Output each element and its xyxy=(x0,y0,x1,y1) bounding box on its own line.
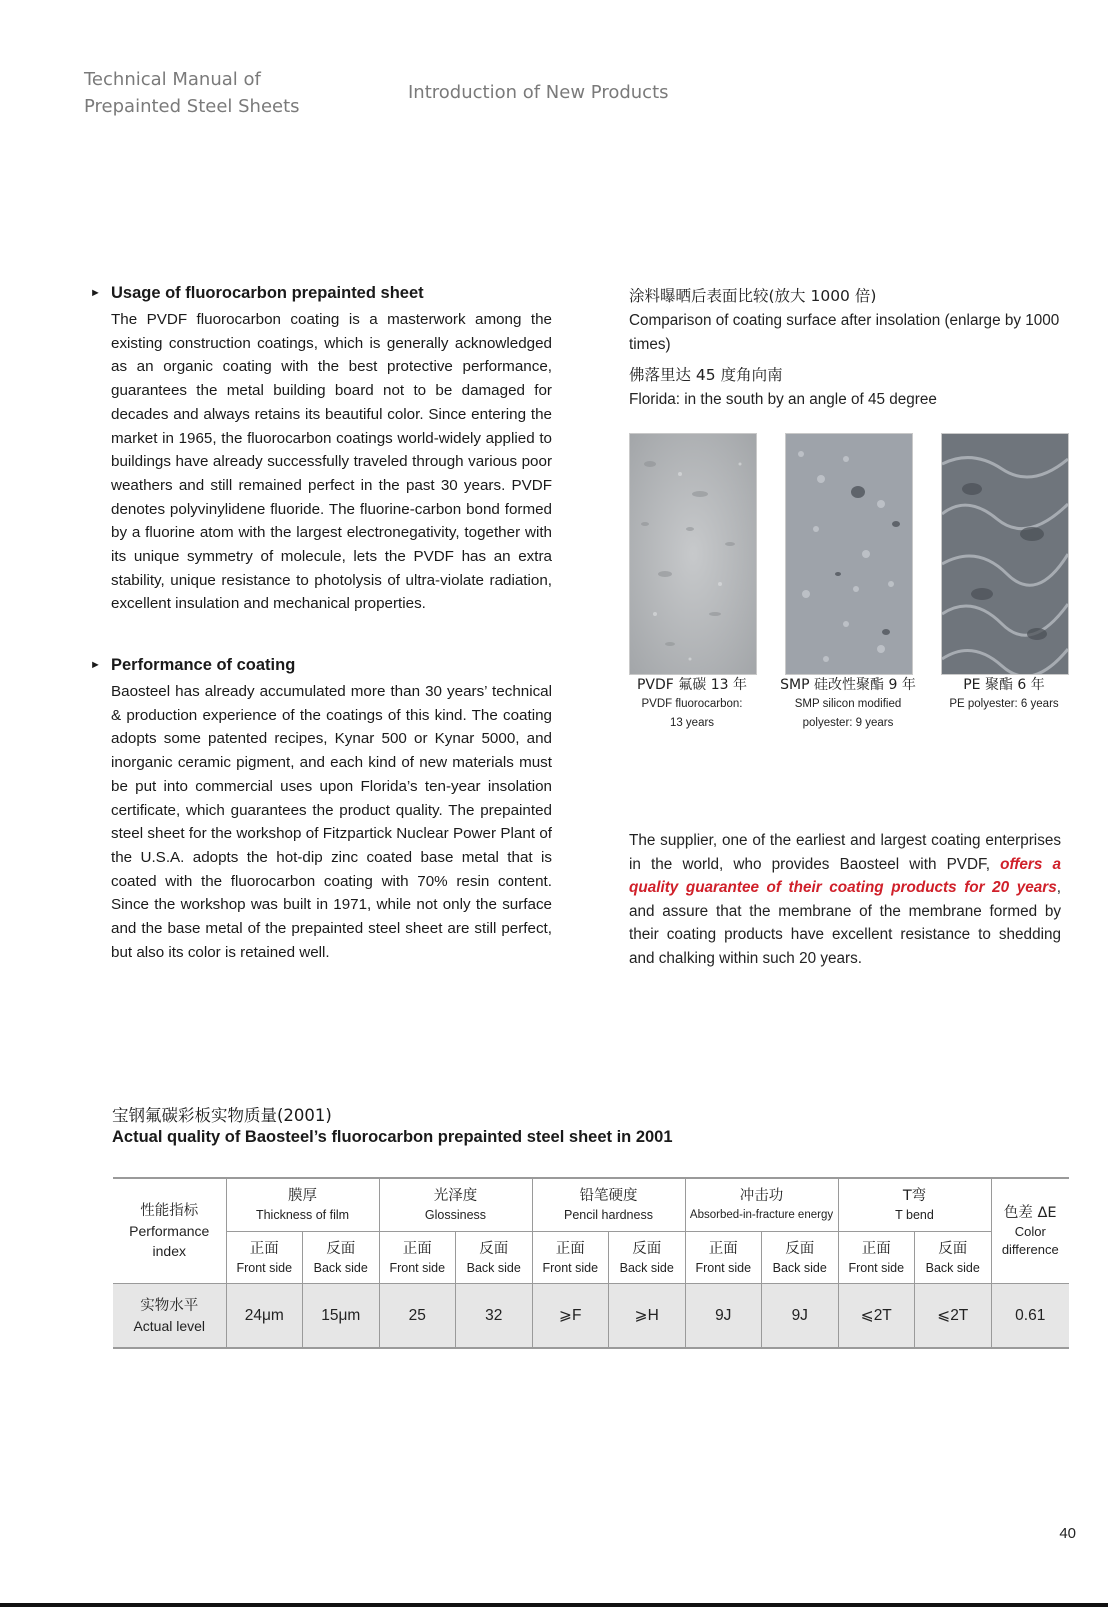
group-header-tbend xyxy=(838,1178,991,1232)
pe-caption xyxy=(924,675,1084,714)
side-cn: 反面 xyxy=(326,1240,356,1257)
back-side-header xyxy=(303,1232,380,1284)
group-en: Glossiness xyxy=(424,1208,487,1222)
pvdf-caption-en1: PVDF fluorocarbon: xyxy=(641,698,743,710)
page-number: 40 xyxy=(1059,1525,1076,1542)
florida-en: Florida: in the south by an angle of 45 degree xyxy=(629,391,937,408)
performance-title: Performance of coating xyxy=(111,656,296,674)
side-en: Front side xyxy=(542,1260,599,1275)
group-en: Pencil hardness xyxy=(564,1208,653,1222)
color-cn: 色差 ΔE xyxy=(1003,1205,1057,1221)
index-en: Performance index xyxy=(129,1223,210,1259)
pe-caption-en1: PE polyester: 6 years xyxy=(949,698,1059,710)
pvdf-caption-en2: 13 years xyxy=(669,717,715,729)
comparison-title-en: Comparison of coating surface after insolation (enlarge by 1000 times) xyxy=(629,312,1060,353)
pe-surface-image xyxy=(941,433,1069,675)
actual-level-row xyxy=(113,1284,1069,1349)
pe-caption-cn: PE 聚酯 6 年 xyxy=(963,677,1045,693)
bottom-rule xyxy=(0,1603,1108,1607)
side-en: Front side xyxy=(695,1260,752,1275)
performance-index-header xyxy=(113,1178,226,1284)
group-en: T bend xyxy=(895,1208,934,1222)
side-en: Back side xyxy=(925,1260,980,1275)
side-cn: 反面 xyxy=(785,1240,815,1257)
back-side-header xyxy=(609,1232,686,1284)
manual-title-line2: Prepainted Steel Sheets xyxy=(84,96,300,117)
value-cell: 9J xyxy=(762,1284,839,1349)
side-cn: 反面 xyxy=(632,1240,662,1257)
value-cell: 0.61 xyxy=(991,1284,1069,1349)
side-en: Back side xyxy=(313,1260,368,1275)
supplier-text-part1: The supplier, one of the earliest and largest coating enterprises in the world, who provides Baosteel with PVDF, xyxy=(629,832,1061,873)
back-side-header xyxy=(915,1232,992,1284)
usage-body: The PVDF fluorocarbon coating is a masterwork among the existing construction coatings, which is generally acknowledged as an organic coating with the best protective performance, guarantees the metal building board not to be damaged for decades and always retains its beautiful color. Since entering the market in 1965, the fluorocarbon coatings world-widely applied to buildings have already successfully traveled through various poor weathers and still remained perfect in the past 30 years. PVDF denotes polyvinylidene fluoride. The fluorine-carbon bond formed by a fluorine atom with the largest electronegativity, together with its unique symmetry of molecule, lets the PVDF has an extra stability, unique resistance to photolysis of ultra-violate radiation, excellent insulation and mechanical properties. xyxy=(111,311,552,613)
front-side-header xyxy=(838,1232,915,1284)
manual-title xyxy=(84,66,300,120)
smp-caption-cn: SMP 硅改性聚酯 9 年 xyxy=(780,677,916,693)
value-cell: ⩽2T xyxy=(915,1284,992,1349)
table-header-row xyxy=(113,1178,1069,1232)
performance-body: Baosteel has already accumulated more than 30 years’ technical & production experience of the coatings of this kind. The coating adopts some patented recipes, Kynar 500 or Kynar 5000, and inorganic ceramic pigment, and each kind of new materials must be put into commercial uses upon Florida’s ten-year insolation certificate, which guarantees the product quality. The prepainted steel sheet for the workshop of Fitzpartick Nuclear Power Plant of the U.S.A. adopts the hot-dip zinc coated base metal that is coated with the fluorocarbon coating with 70% resin content. Since the workshop was built in 1971, while not only the surface and the base metal of the prepainted steel sheet are still perfect, but also its color is retained well. xyxy=(111,683,552,961)
comparison-title-cn: 涂料曝晒后表面比较(放大 1000 倍) xyxy=(629,287,877,305)
side-en: Front side xyxy=(236,1260,293,1275)
section-title: Introduction of New Products xyxy=(408,82,669,103)
usage-heading xyxy=(90,282,552,304)
surface-photos xyxy=(629,433,1069,673)
manual-title-line1: Technical Manual of xyxy=(84,69,261,90)
bullet-triangle-icon: ► xyxy=(90,287,101,299)
pvdf-surface-image xyxy=(629,433,757,675)
front-side-header xyxy=(379,1232,456,1284)
table-title-en: Actual quality of Baosteel’s fluorocarbon prepainted steel sheet in 2001 xyxy=(112,1128,673,1146)
group-header-pencil xyxy=(532,1178,685,1232)
back-side-header xyxy=(762,1232,839,1284)
group-cn: 铅笔硬度 xyxy=(579,1188,638,1204)
usage-title: Usage of fluorocarbon prepainted sheet xyxy=(111,284,424,302)
value-cell: ⩾H xyxy=(609,1284,686,1349)
table-title-cn: 宝钢氟碳彩板实物质量(2001) xyxy=(112,1106,332,1125)
performance-heading xyxy=(90,654,552,676)
front-side-header xyxy=(226,1232,303,1284)
value-cell: 9J xyxy=(685,1284,762,1349)
side-en: Back side xyxy=(772,1260,827,1275)
actual-level-label xyxy=(113,1284,226,1349)
supplier-paragraph xyxy=(629,829,1061,971)
group-header-thickness xyxy=(226,1178,379,1232)
group-header-impact xyxy=(685,1178,838,1232)
performance-section xyxy=(90,654,552,964)
side-cn: 反面 xyxy=(479,1240,509,1257)
color-difference-header xyxy=(991,1178,1069,1284)
side-en: Back side xyxy=(619,1260,674,1275)
value-cell: 25 xyxy=(379,1284,456,1349)
front-side-header xyxy=(532,1232,609,1284)
table-subheader-row xyxy=(113,1232,1069,1284)
bullet-triangle-icon: ► xyxy=(90,659,101,671)
smp-caption xyxy=(768,675,928,733)
pvdf-caption xyxy=(612,675,772,733)
side-en: Front side xyxy=(848,1260,905,1275)
group-cn: 光泽度 xyxy=(433,1188,478,1204)
group-header-gloss xyxy=(379,1178,532,1232)
smp-caption-en1: SMP silicon modified xyxy=(794,698,902,710)
value-cell: 32 xyxy=(456,1284,533,1349)
actual-level-cn: 实物水平 xyxy=(140,1297,199,1314)
side-en: Front side xyxy=(389,1260,446,1275)
actual-level-en: Actual level xyxy=(133,1317,206,1334)
smp-caption-en2: polyester: 9 years xyxy=(802,717,894,729)
group-en: Absorbed-in-fracture energy xyxy=(689,1209,834,1221)
side-cn: 正面 xyxy=(861,1240,891,1257)
value-cell: ⩽2T xyxy=(838,1284,915,1349)
group-en: Thickness of film xyxy=(255,1208,350,1222)
group-cn: 膜厚 xyxy=(288,1188,317,1204)
supplier-text-part2: , and assure that the membrane of the membrane formed by their coating products have excellent resistance to shedding and chalking within such 20 years. xyxy=(629,879,1061,967)
supplier-guarantee-highlight: offers a quality guarantee of their coating products for 20 years xyxy=(629,855,1061,897)
side-cn: 正面 xyxy=(708,1240,738,1257)
value-cell: 15μm xyxy=(303,1284,380,1349)
side-cn: 正面 xyxy=(402,1240,432,1257)
quality-table xyxy=(113,1177,1069,1349)
value-cell: ⩾F xyxy=(532,1284,609,1349)
side-cn: 正面 xyxy=(249,1240,279,1257)
side-cn: 正面 xyxy=(555,1240,585,1257)
pvdf-caption-cn: PVDF 氟碳 13 年 xyxy=(636,677,748,693)
front-side-header xyxy=(685,1232,762,1284)
color-en: Color difference xyxy=(1001,1224,1059,1257)
group-cn: T弯 xyxy=(902,1188,927,1204)
side-cn: 反面 xyxy=(938,1240,968,1257)
back-side-header xyxy=(456,1232,533,1284)
group-cn: 冲击功 xyxy=(739,1188,784,1204)
comparison-header xyxy=(629,285,1069,412)
smp-surface-image xyxy=(785,433,913,675)
index-cn: 性能指标 xyxy=(140,1203,199,1219)
usage-section xyxy=(90,282,552,616)
value-cell: 24μm xyxy=(226,1284,303,1349)
side-en: Back side xyxy=(466,1260,521,1275)
florida-cn: 佛落里达 45 度角向南 xyxy=(629,366,783,384)
